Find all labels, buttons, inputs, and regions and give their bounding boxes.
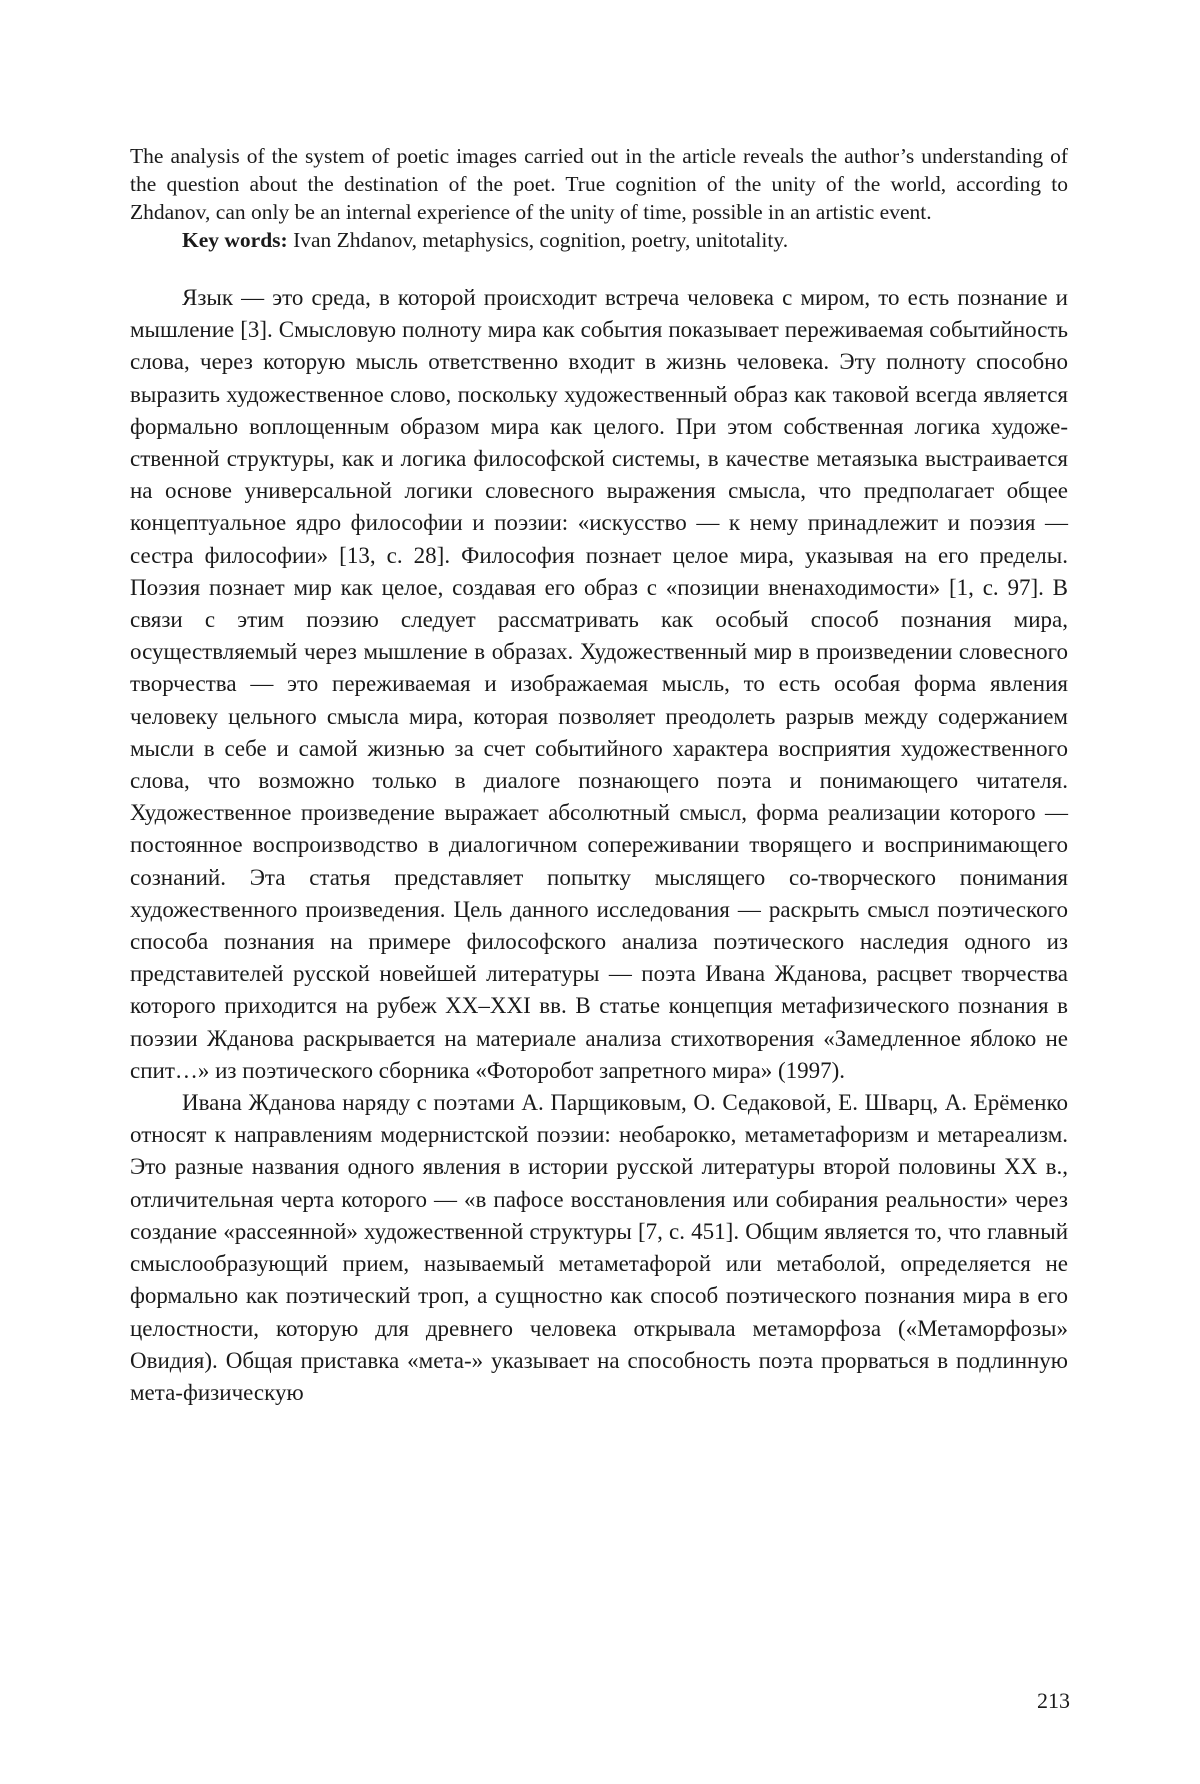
body-text bbox=[130, 282, 1068, 1409]
page-number: 213 bbox=[1037, 1688, 1070, 1713]
keywords-list: Ivan Zhdanov, metaphysics, cognition, poetry, unitotality. bbox=[287, 228, 789, 252]
abstract-text: The analysis of the system of poetic images carried out in the article reveals the author’s understanding of the question about the destination of the poet. True cognition of the unity of the world, according to Zhdanov, can only be an internal experience of the unity of time, possible in an artistic event. bbox=[130, 144, 1068, 224]
paragraph-2: Ивана Жданова наряду с поэтами А. Парщиковым, О. Седаковой, Е. Шварц, А. Ерёменко относят к направлениям модернистской поэзии: необарокко, метаметафоризм и метареализм. Это разные названия одного явления в истории русской литературы второй половины XX в., отличительная черта которого — «в пафосе восстановления или собирания реальности» через создание «рассеянной» художественной структуры [7, с. 451]. Общим является то, что главный смыслообразующий прием, называемый метаметафорой или метаболой, определяется не формально как поэтический троп, а сущностно как способ поэтического познания мира в его целостности, которую для древнего человека открывала метаморфоза («Метаморфозы» Овидия). Общая приставка «мета-» указывает на способность поэта прорваться в подлинную мета-физическую bbox=[130, 1090, 1068, 1405]
keywords-line bbox=[130, 226, 1068, 254]
paragraph-1: Язык — это среда, в которой происходит встреча человека с миром, то есть познание и мышление [3]. Смысловую полноту мира как события показывает переживаемая событийность слова, через которую мысль ответственно входит в жизнь человека. Эту полноту способно выразить художественное слово, поскольку художественный образ как таковой всегда является формально воплощенным образом мира как целого. При этом собственная логика художественной структуры, как и логика философской системы, в качестве метаязыка выстраивается на основе универсальной логики словесного выражения смысла, что предполагает общее концептуальное ядро философии и поэзии: «искусство — к нему принадлежит и поэзия — сестра философии» [13, с. 28]. Философия познает целое мира, указывая на его пределы. Поэзия познает мир как целое, создавая его образ с «позиции вненаходимости» [1, с. 97]. В связи с этим поэзию следует рассматривать как особый способ познания мира, осуществляемый через мышление в образах. Художественный мир в произведении словесного творчества — это переживаемая и изображаемая мысль, то есть особая форма явления человеку цельного смысла мира, которая позволяет преодолеть разрыв между содержанием мысли в себе и самой жизнью за счет событийного характера восприятия художественного слова, что возможно только в диалоге познающего поэта и понимающего читателя. Художественное произведение выражает абсолютный смысл, форма реализации которого — постоянное воспроизводство в диалогичном сопереживании творящего и воспринимающего сознаний. Эта статья представляет попытку мыслящего со-творческого понимания художественного произведения. Цель данного исследования — раскрыть смысл поэтического способа познания на примере философского анализа поэтического наследия одного из представителей русской новейшей литературы — поэта Ивана Жданова, расцвет творчества которого приходится на рубеж XX–XXI вв. В статье концепция метафизического познания в поэзии Жданова раскрывается на материале анализа стихотворения «Замедленное яблоко не спит…» из поэтического сборника «Фоторобот запретного мира» (1997). bbox=[130, 285, 1068, 1083]
keywords-label: Key words: bbox=[182, 228, 288, 252]
page-content bbox=[130, 142, 1068, 1409]
